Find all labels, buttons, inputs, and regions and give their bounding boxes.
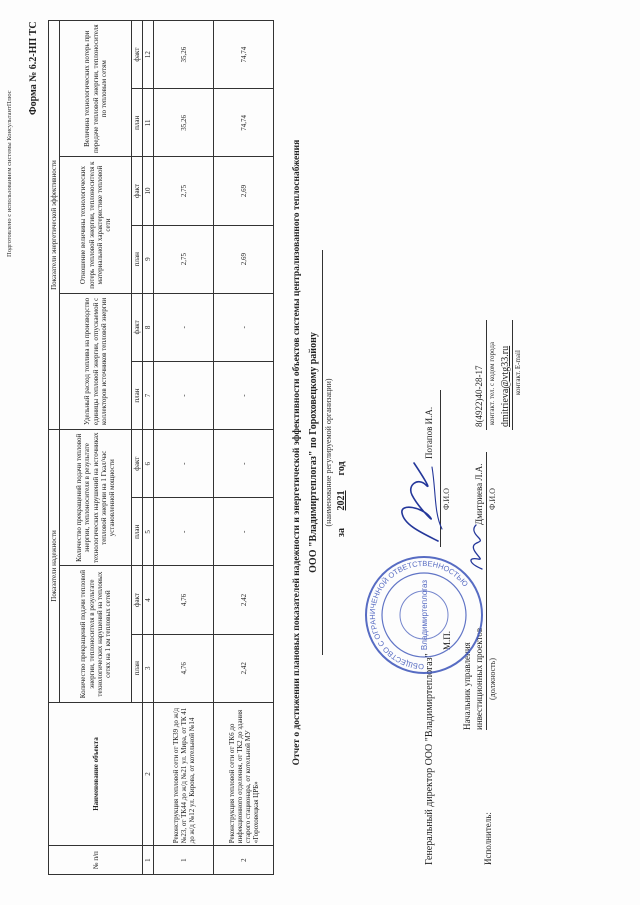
- cell-value: 35,26: [154, 89, 214, 157]
- phone-caption: контакт. тел. с кодом города: [488, 341, 496, 425]
- fact-header: факт: [132, 293, 143, 361]
- cell-value: 2,75: [154, 225, 214, 293]
- executor-position-2: инвестиционных проектов: [474, 627, 484, 730]
- cell-value: 35,26: [154, 21, 214, 89]
- director-signature: [392, 457, 452, 547]
- period-line: [336, 461, 347, 537]
- stamp-place-mp: М.П.: [442, 630, 452, 650]
- cell-value: -: [214, 361, 274, 429]
- director-title: Генеральный директор ООО "Владимиртеплогаз": [424, 653, 435, 865]
- col-number: 5: [143, 498, 154, 566]
- cell-value: -: [154, 361, 214, 429]
- col-number: 2: [143, 702, 154, 846]
- report-title: Отчет о достижении плановых показателей надежности и энергетической эффективности объектов системы централизованного теплоснабжения: [292, 139, 302, 766]
- org-caption: (наименование регулируемой организации): [324, 378, 333, 527]
- col-number: 10: [143, 157, 154, 225]
- cell-value: 74,74: [214, 89, 274, 157]
- executor-position-1: Начальник управления: [462, 642, 472, 730]
- phone-line: [486, 320, 487, 430]
- period-prefix: за: [336, 527, 347, 537]
- cell-value: -: [154, 498, 214, 566]
- consultant-note: Подготовлено с использованием системы КонсультантПлюс: [6, 90, 13, 257]
- col-number: 7: [143, 361, 154, 429]
- org-underline: [322, 250, 323, 655]
- col-number: 9: [143, 225, 154, 293]
- director-name: Потапов И.А.: [424, 406, 434, 459]
- plan-header: план: [132, 634, 143, 702]
- col-number: 4: [143, 566, 154, 634]
- organization-name: ООО "Владимиртеплогаз" по Гороховецкому району: [308, 332, 319, 573]
- position-line: [486, 580, 487, 730]
- header-num: № п/п: [49, 846, 143, 875]
- executor-label: Исполнитель:: [483, 812, 493, 865]
- indicator-header: Количество прекращений подачи тепловой энергии, теплоносителя в результате технологических нарушений на тепловых сетях на 1 км тепловых сетей: [60, 566, 132, 702]
- fact-header: факт: [132, 21, 143, 89]
- header-name: Наименование объекта: [49, 702, 143, 846]
- row-name: Реконструкция тепловой сети от ТК39 до ж/д №23, от ТК44 до ж/д №21 ул. Мира, от ТК 41 до ж/д №12 ул. Кирова, от котельной №14: [154, 702, 214, 846]
- executor-signature: [462, 523, 490, 573]
- cell-value: 4,76: [154, 634, 214, 702]
- executor-phone: 8(4922)40-28-17: [474, 365, 484, 427]
- col-number: 12: [143, 21, 154, 89]
- plan-header: план: [132, 361, 143, 429]
- indicator-header: Количество прекращений подачи тепловой энергии, теплоносителя в результате технологических нарушений на источниках тепловой энергии на 1 Гкал/час установленной мощности: [60, 430, 132, 566]
- indicator-header: Отношение величины технологических потерь тепловой энергии, теплоносителя к материальной характеристике тепловой сети: [60, 157, 132, 293]
- table-row: [214, 21, 274, 875]
- row-num: 1: [154, 846, 214, 875]
- indicator-header: Удельный расход топлива на производство единицы тепловой энергии, отпускаемой с коллекторов источников тепловой энергии: [60, 293, 132, 429]
- cell-value: 74,74: [214, 21, 274, 89]
- fact-header: факт: [132, 157, 143, 225]
- group-efficiency: Показатели энергетической эффективности: [49, 21, 60, 430]
- fio-caption: Ф.И.О: [442, 488, 451, 510]
- plan-header: план: [132, 225, 143, 293]
- plan-header: план: [132, 498, 143, 566]
- fact-header: факт: [132, 566, 143, 634]
- cell-value: -: [154, 293, 214, 361]
- indicator-header: Величина технологических потерь при передаче тепловой энергии, теплоносителя по тепловым сетям: [60, 21, 132, 157]
- cell-value: 2,69: [214, 157, 274, 225]
- report-table: [48, 20, 274, 875]
- executor-fio-caption: Ф.И.О: [488, 488, 497, 510]
- director-name-line: [440, 390, 441, 465]
- email-caption: контакт. E-mail: [514, 350, 522, 395]
- col-number: 1: [143, 846, 154, 875]
- executor-email: dmitrieva@vtg33.ru: [500, 345, 511, 427]
- cell-value: -: [214, 430, 274, 498]
- table-row: [154, 21, 214, 875]
- col-number: 3: [143, 634, 154, 702]
- cell-value: -: [214, 293, 274, 361]
- period-suffix: год: [336, 461, 347, 476]
- row-name: Реконструкция тепловой сети от ТК6 до инфекционного отделения, от ТК2 до здания старого стационара, от котельной МУ «Гороховецкая ЦРБ»: [214, 702, 274, 846]
- plan-header: план: [132, 89, 143, 157]
- cell-value: -: [154, 430, 214, 498]
- cell-value: 2,42: [214, 566, 274, 634]
- row-num: 2: [214, 846, 274, 875]
- group-reliability: Показатели надежности: [49, 430, 60, 703]
- period-year: 2021: [336, 490, 347, 511]
- position-caption: (должность): [488, 658, 497, 700]
- cell-value: 2,75: [154, 157, 214, 225]
- fact-header: факт: [132, 430, 143, 498]
- email-line: [512, 320, 513, 430]
- col-number: 6: [143, 430, 154, 498]
- cell-value: -: [214, 498, 274, 566]
- col-number: 11: [143, 89, 154, 157]
- col-number: 8: [143, 293, 154, 361]
- stamp-center-text: Владимиртеплогаз: [420, 579, 429, 651]
- stamp-ring-text: ОБЩЕСТВО С ОГРАНИЧЕННОЙ ОТВЕТСТВЕННОСТЬЮ: [367, 558, 470, 672]
- form-number: Форма № 6.2-НП ТС: [28, 21, 39, 115]
- executor-name: Дмитриева Л.А.: [474, 463, 484, 525]
- cell-value: 4,76: [154, 566, 214, 634]
- cell-value: 2,69: [214, 225, 274, 293]
- cell-value: 2,42: [214, 634, 274, 702]
